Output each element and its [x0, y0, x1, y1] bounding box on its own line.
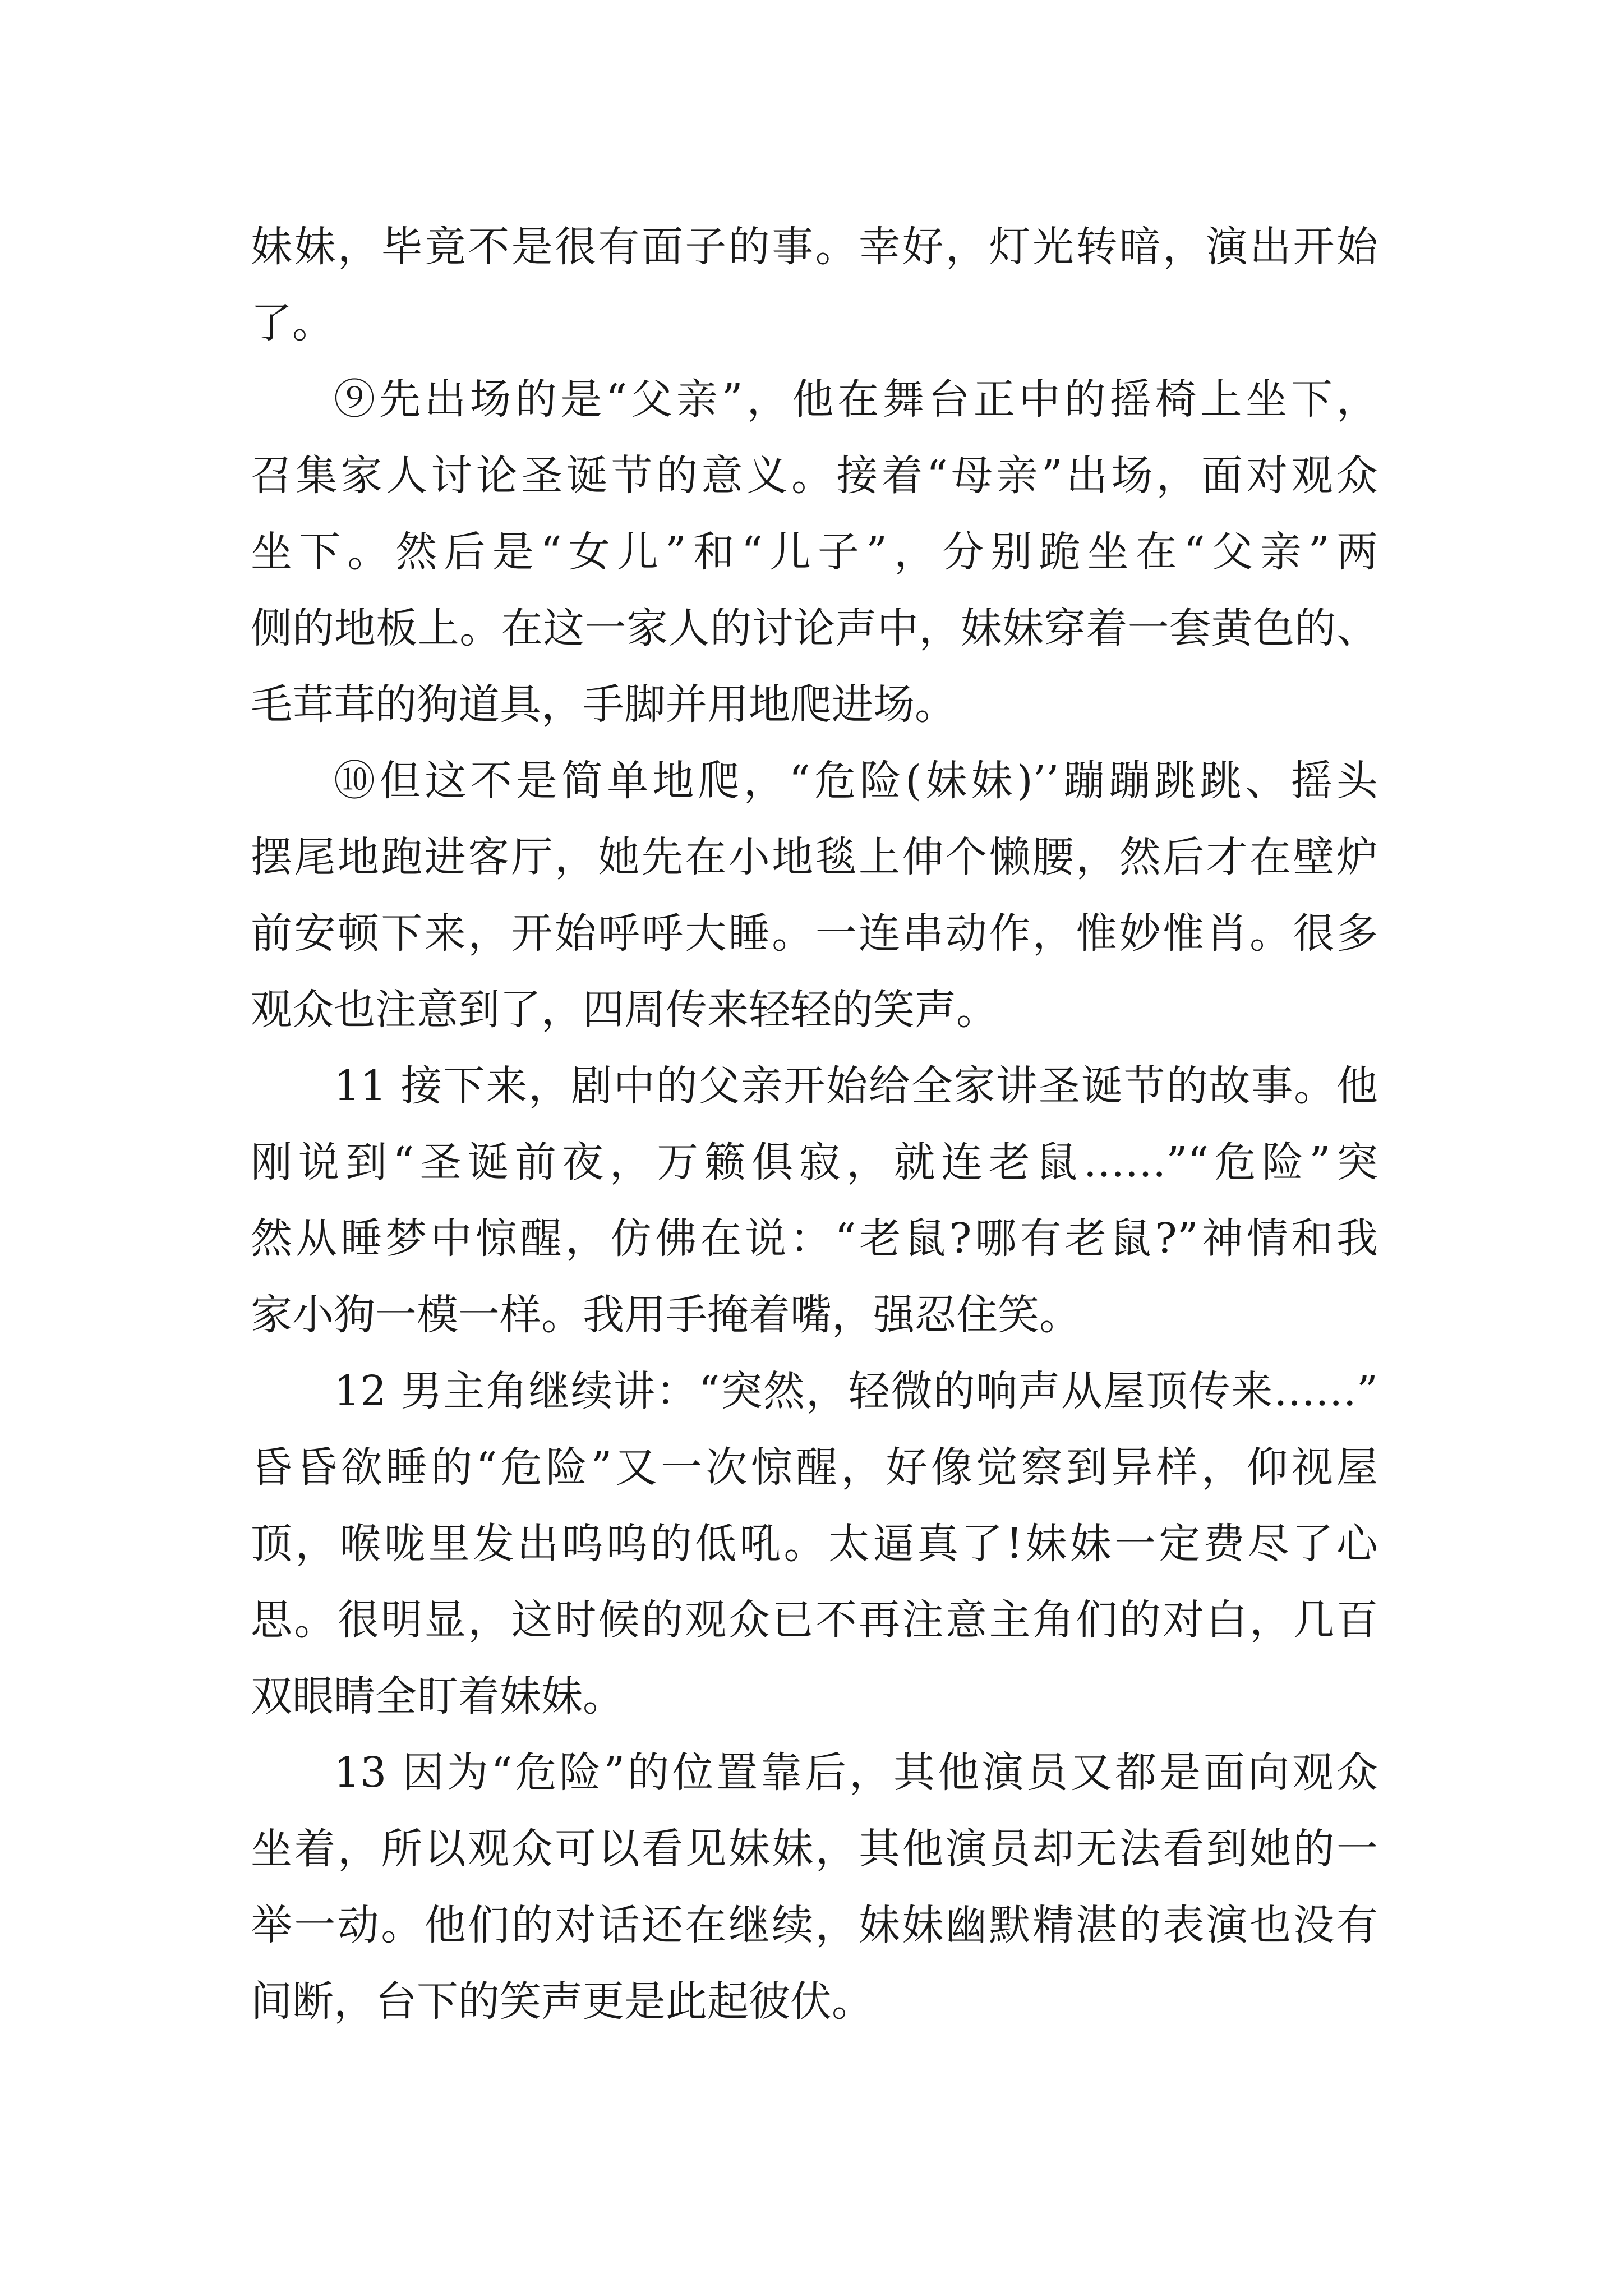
paragraph-11	[251, 1048, 1378, 1353]
paragraph-13	[251, 1734, 1378, 2040]
text-line: 摆尾地跑进客厅，她先在小地毯上伸个懒腰，然后才在壁炉	[251, 833, 1378, 881]
text-line: 前安顿下来，开始呼呼大睡。一连串动作，惟妙惟肖。很多	[251, 909, 1378, 958]
text-line: ⑨先出场的是“父亲”，他在舞台正中的摇椅上坐下，	[334, 375, 1378, 424]
text-line: 间断，台下的笑声更是此起彼伏。	[251, 1977, 873, 2026]
text-line: 了。	[251, 299, 334, 347]
text-line: 刚说到“圣诞前夜，万籁俱寂，就连老鼠……”“危险”突	[251, 1138, 1378, 1186]
paragraph-12	[251, 1353, 1378, 1734]
text-line: 13 因为“危险”的位置靠后，其他演员又都是面向观众	[334, 1749, 1378, 1797]
text-line: 12 男主角继续讲：“突然，轻微的响声从屋顶传来……”	[334, 1367, 1378, 1415]
text-line: 昏昏欲睡的“危险”又一次惊醒，好像觉察到异样，仰视屋	[251, 1443, 1378, 1492]
text-line: 举一动。他们的对话还在继续，妹妹幽默精湛的表演也没有	[251, 1901, 1378, 1949]
text-line: ⑩但这不是简单地爬，“危险(妹妹)’’蹦蹦跳跳、摇头	[334, 757, 1378, 805]
paragraph-9	[251, 361, 1378, 743]
text-line: 坐下。然后是“女儿”和“儿子”，分别跪坐在“父亲”两	[251, 528, 1378, 576]
text-line: 侧的地板上。在这一家人的讨论声中，妹妹穿着一套黄色的、	[251, 604, 1378, 652]
text-line: 坐着，所以观众可以看见妹妹，其他演员却无法看到她的一	[251, 1825, 1378, 1873]
paragraph-continuation	[251, 209, 1378, 361]
paragraph-10	[251, 743, 1378, 1048]
text-line: 双眼睛全盯着妹妹。	[251, 1672, 624, 1720]
text-line: 思。很明显，这时候的观众已不再注意主角们的对白，几百	[251, 1596, 1378, 1644]
text-line: 妹妹，毕竟不是很有面子的事。幸好，灯光转暗，演出开始	[251, 223, 1378, 271]
text-line: 召集家人讨论圣诞节的意义。接着“母亲”出场，面对观众	[251, 452, 1378, 500]
text-line: 家小狗一模一样。我用手掩着嘴，强忍住笑。	[251, 1291, 1081, 1339]
text-line: 然从睡梦中惊醒，仿佛在说：“老鼠?哪有老鼠?”神情和我	[251, 1214, 1378, 1263]
article-body	[251, 209, 1378, 2040]
text-line: 11 接下来，剧中的父亲开始给全家讲圣诞节的故事。他	[334, 1062, 1378, 1110]
text-line: 观众也注意到了，四周传来轻轻的笑声。	[251, 986, 998, 1034]
text-line: 毛茸茸的狗道具，手脚并用地爬进场。	[251, 680, 956, 729]
text-line: 顶，喉咙里发出呜呜的低吼。太逼真了!妹妹一定费尽了心	[251, 1520, 1378, 1568]
